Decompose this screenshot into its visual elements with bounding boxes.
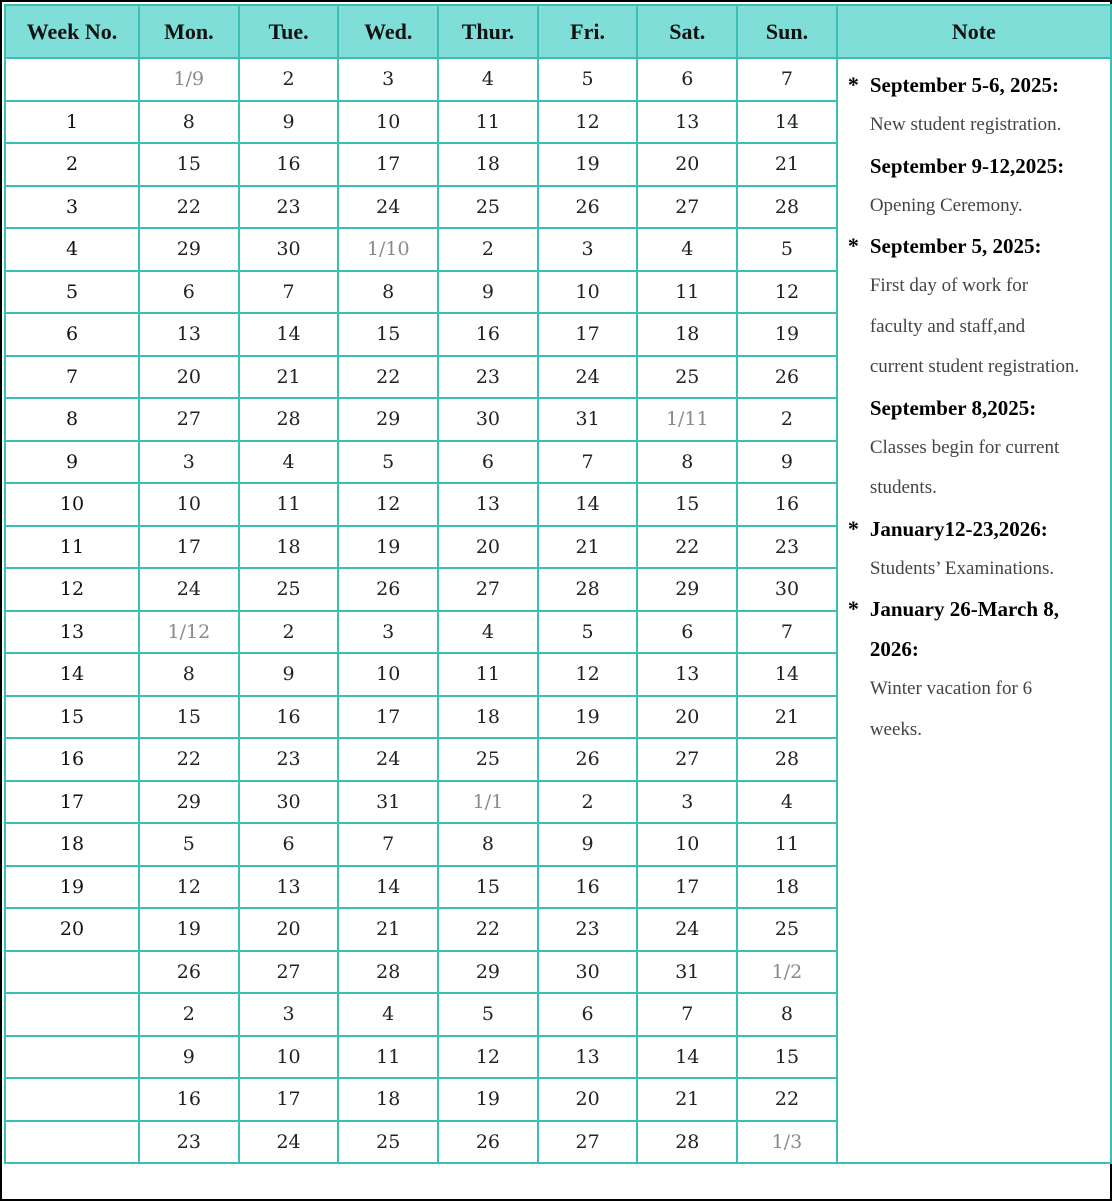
week-number-cell: 13	[5, 611, 139, 654]
date-cell: 21	[737, 696, 837, 739]
date-cell: 9	[239, 101, 339, 144]
date-cell: 3	[637, 781, 737, 824]
date-cell: 17	[239, 1078, 339, 1121]
week-number-cell	[5, 58, 139, 101]
date-cell: 16	[737, 483, 837, 526]
date-cell: 5	[538, 58, 638, 101]
date-cell: 20	[438, 526, 538, 569]
week-number-cell: 10	[5, 483, 139, 526]
week-number-cell	[5, 1121, 139, 1164]
date-cell: 14	[737, 101, 837, 144]
date-cell: 6	[438, 441, 538, 484]
date-cell: 21	[737, 143, 837, 186]
date-cell: 19	[338, 526, 438, 569]
date-cell: 3	[239, 993, 339, 1036]
date-cell: 24	[139, 568, 239, 611]
date-cell: 11	[239, 483, 339, 526]
date-cell: 24	[637, 908, 737, 951]
date-cell: 10	[139, 483, 239, 526]
date-cell: 15	[338, 313, 438, 356]
date-cell: 30	[737, 568, 837, 611]
date-cell: 5	[338, 441, 438, 484]
date-cell: 5	[438, 993, 538, 1036]
date-cell: 16	[239, 696, 339, 739]
note-heading-text: September 9-12,2025:	[869, 153, 1065, 178]
note-item	[848, 509, 1100, 590]
date-cell: 28	[637, 1121, 737, 1164]
date-cell: 3	[538, 228, 638, 271]
date-cell: 9	[438, 271, 538, 314]
date-cell: 25	[737, 908, 837, 951]
note-heading-text: September 5, 2025:	[869, 234, 1042, 258]
date-cell: 25	[438, 738, 538, 781]
date-cell: 24	[239, 1121, 339, 1164]
date-cell: 1/11	[637, 398, 737, 441]
date-cell: 11	[637, 271, 737, 314]
date-cell: 14	[737, 653, 837, 696]
asterisk-icon: *	[847, 596, 859, 621]
note-body-line: faculty and staff,and	[869, 315, 1026, 337]
date-cell: 22	[139, 186, 239, 229]
date-cell: 15	[139, 696, 239, 739]
note-body-line: New student registration.	[869, 114, 1062, 135]
note-body-line: weeks.	[869, 718, 923, 740]
date-cell: 2	[737, 398, 837, 441]
header-thu: Thur.	[438, 5, 538, 58]
week-number-cell: 2	[5, 143, 139, 186]
date-cell: 20	[139, 356, 239, 399]
week-number-cell: 12	[5, 568, 139, 611]
week-number-cell: 1	[5, 101, 139, 144]
header-fri: Fri.	[538, 5, 638, 58]
header-sun: Sun.	[737, 5, 837, 58]
date-cell: 4	[438, 611, 538, 654]
date-cell: 26	[338, 568, 438, 611]
date-cell: 25	[338, 1121, 438, 1164]
date-cell: 22	[737, 1078, 837, 1121]
date-cell: 29	[139, 228, 239, 271]
date-cell: 7	[737, 611, 837, 654]
date-cell: 12	[438, 1036, 538, 1079]
date-cell: 23	[438, 356, 538, 399]
week-number-cell: 14	[5, 653, 139, 696]
date-cell: 24	[538, 356, 638, 399]
date-cell: 22	[338, 356, 438, 399]
date-cell: 4	[239, 441, 339, 484]
date-cell: 30	[538, 951, 638, 994]
note-body-line: Opening Ceremony.	[869, 194, 1023, 216]
note-item	[848, 388, 1100, 509]
date-cell: 20	[637, 696, 737, 739]
date-cell: 16	[139, 1078, 239, 1121]
date-cell: 9	[139, 1036, 239, 1079]
date-cell: 19	[737, 313, 837, 356]
week-number-cell: 19	[5, 866, 139, 909]
date-cell: 8	[438, 823, 538, 866]
date-cell: 7	[239, 271, 339, 314]
date-cell: 25	[637, 356, 737, 399]
date-cell: 17	[338, 696, 438, 739]
date-cell: 1/2	[737, 951, 837, 994]
date-cell: 28	[538, 568, 638, 611]
date-cell: 11	[438, 101, 538, 144]
date-cell: 2	[239, 58, 339, 101]
note-item	[848, 65, 1100, 146]
week-number-cell: 6	[5, 313, 139, 356]
date-cell: 6	[239, 823, 339, 866]
date-cell: 15	[438, 866, 538, 909]
date-cell: 27	[637, 738, 737, 781]
date-cell: 12	[338, 483, 438, 526]
date-cell: 9	[538, 823, 638, 866]
date-cell: 15	[139, 143, 239, 186]
note-heading	[848, 509, 1100, 549]
date-cell: 11	[438, 653, 538, 696]
date-cell: 3	[338, 58, 438, 101]
note-body-line: students.	[869, 477, 937, 498]
week-number-cell	[5, 1036, 139, 1079]
date-cell: 28	[239, 398, 339, 441]
date-cell: 23	[737, 526, 837, 569]
date-cell: 1/9	[139, 58, 239, 101]
date-cell: 17	[139, 526, 239, 569]
date-cell: 13	[637, 101, 737, 144]
date-cell: 18	[338, 1078, 438, 1121]
date-cell: 20	[239, 908, 339, 951]
date-cell: 27	[239, 951, 339, 994]
date-cell: 14	[239, 313, 339, 356]
date-cell: 20	[538, 1078, 638, 1121]
date-cell: 14	[637, 1036, 737, 1079]
date-cell: 14	[338, 866, 438, 909]
date-cell: 8	[139, 653, 239, 696]
date-cell: 10	[538, 271, 638, 314]
date-cell: 30	[239, 781, 339, 824]
date-cell: 13	[637, 653, 737, 696]
note-heading-text: January12-23,2026:	[869, 516, 1048, 541]
date-cell: 7	[737, 58, 837, 101]
date-cell: 7	[338, 823, 438, 866]
date-cell: 7	[538, 441, 638, 484]
date-cell: 5	[139, 823, 239, 866]
note-body-line: Students’ Examinations.	[869, 557, 1055, 579]
date-cell: 15	[737, 1036, 837, 1079]
note-body-line: Winter vacation for 6	[869, 678, 1033, 699]
date-cell: 18	[438, 696, 538, 739]
date-cell: 28	[737, 738, 837, 781]
date-cell: 19	[438, 1078, 538, 1121]
date-cell: 2	[139, 993, 239, 1036]
date-cell: 17	[637, 866, 737, 909]
note-heading	[848, 589, 1100, 629]
date-cell: 13	[438, 483, 538, 526]
date-cell: 12	[538, 653, 638, 696]
date-cell: 18	[239, 526, 339, 569]
date-cell: 24	[338, 186, 438, 229]
calendar-body	[5, 58, 1111, 1163]
date-cell: 6	[538, 993, 638, 1036]
date-cell: 1/1	[438, 781, 538, 824]
date-cell: 22	[139, 738, 239, 781]
week-number-cell: 8	[5, 398, 139, 441]
date-cell: 30	[239, 228, 339, 271]
note-heading-text: September 8,2025:	[869, 395, 1037, 420]
date-cell: 12	[538, 101, 638, 144]
week-number-cell	[5, 993, 139, 1036]
date-cell: 8	[338, 271, 438, 314]
date-cell: 26	[538, 738, 638, 781]
date-cell: 23	[239, 186, 339, 229]
note-heading-continued	[848, 629, 1100, 669]
date-cell: 13	[538, 1036, 638, 1079]
date-cell: 31	[538, 398, 638, 441]
week-number-cell: 18	[5, 823, 139, 866]
date-cell: 13	[239, 866, 339, 909]
note-body-line: Classes begin for current	[869, 436, 1060, 458]
date-cell: 6	[637, 58, 737, 101]
date-cell: 12	[737, 271, 837, 314]
date-cell: 11	[338, 1036, 438, 1079]
date-cell: 26	[139, 951, 239, 994]
table-row	[5, 58, 1111, 101]
date-cell: 14	[538, 483, 638, 526]
date-cell: 19	[538, 696, 638, 739]
date-cell: 29	[438, 951, 538, 994]
date-cell: 21	[239, 356, 339, 399]
date-cell: 1/12	[139, 611, 239, 654]
header-week-no: Week No.	[5, 5, 139, 58]
date-cell: 2	[239, 611, 339, 654]
date-cell: 28	[737, 186, 837, 229]
date-cell: 18	[637, 313, 737, 356]
note-heading	[848, 146, 1100, 186]
date-cell: 15	[637, 483, 737, 526]
week-number-cell: 17	[5, 781, 139, 824]
date-cell: 13	[139, 313, 239, 356]
date-cell: 23	[139, 1121, 239, 1164]
date-cell: 26	[538, 186, 638, 229]
date-cell: 1/3	[737, 1121, 837, 1164]
header-note: Note	[837, 5, 1111, 58]
note-item	[848, 146, 1100, 227]
date-cell: 31	[637, 951, 737, 994]
date-cell: 27	[139, 398, 239, 441]
week-number-cell: 7	[5, 356, 139, 399]
date-cell: 27	[438, 568, 538, 611]
date-cell: 21	[538, 526, 638, 569]
note-heading-text: 2026:	[869, 637, 919, 661]
week-number-cell: 20	[5, 908, 139, 951]
date-cell: 7	[637, 993, 737, 1036]
header-row	[5, 5, 1111, 58]
date-cell: 2	[438, 228, 538, 271]
week-number-cell: 16	[5, 738, 139, 781]
note-body-line: First day of work for	[869, 275, 1029, 296]
date-cell: 4	[637, 228, 737, 271]
date-cell: 19	[538, 143, 638, 186]
note-heading	[848, 388, 1100, 428]
date-cell: 5	[737, 228, 837, 271]
date-cell: 4	[438, 58, 538, 101]
date-cell: 27	[538, 1121, 638, 1164]
date-cell: 3	[338, 611, 438, 654]
date-cell: 16	[239, 143, 339, 186]
date-cell: 22	[438, 908, 538, 951]
date-cell: 9	[239, 653, 339, 696]
date-cell: 1/10	[338, 228, 438, 271]
date-cell: 30	[438, 398, 538, 441]
note-heading	[848, 65, 1100, 105]
date-cell: 16	[538, 866, 638, 909]
asterisk-icon: *	[847, 72, 859, 97]
note-heading-text: January 26-March 8,	[869, 597, 1059, 621]
header-sat: Sat.	[637, 5, 737, 58]
date-cell: 24	[338, 738, 438, 781]
date-cell: 8	[637, 441, 737, 484]
week-number-cell: 9	[5, 441, 139, 484]
date-cell: 10	[338, 101, 438, 144]
week-number-cell: 11	[5, 526, 139, 569]
date-cell: 8	[737, 993, 837, 1036]
date-cell: 25	[438, 186, 538, 229]
date-cell: 17	[538, 313, 638, 356]
asterisk-icon: *	[847, 515, 859, 541]
date-cell: 29	[338, 398, 438, 441]
date-cell: 2	[538, 781, 638, 824]
date-cell: 22	[637, 526, 737, 569]
asterisk-icon: *	[847, 233, 859, 258]
date-cell: 10	[637, 823, 737, 866]
note-item	[848, 589, 1100, 750]
date-cell: 16	[438, 313, 538, 356]
date-cell: 29	[139, 781, 239, 824]
date-cell: 17	[338, 143, 438, 186]
date-cell: 23	[538, 908, 638, 951]
date-cell: 11	[737, 823, 837, 866]
date-cell: 21	[338, 908, 438, 951]
date-cell: 19	[139, 908, 239, 951]
date-cell: 23	[239, 738, 339, 781]
date-cell: 9	[737, 441, 837, 484]
date-cell: 31	[338, 781, 438, 824]
date-cell: 18	[737, 866, 837, 909]
date-cell: 12	[139, 866, 239, 909]
date-cell: 25	[239, 568, 339, 611]
week-number-cell: 5	[5, 271, 139, 314]
date-cell: 27	[637, 186, 737, 229]
date-cell: 8	[139, 101, 239, 144]
date-cell: 4	[338, 993, 438, 1036]
note-item	[848, 226, 1100, 388]
date-cell: 10	[338, 653, 438, 696]
date-cell: 6	[637, 611, 737, 654]
date-cell: 29	[637, 568, 737, 611]
date-cell: 28	[338, 951, 438, 994]
header-wed: Wed.	[338, 5, 438, 58]
date-cell: 3	[139, 441, 239, 484]
academic-calendar-table	[4, 4, 1112, 1164]
week-number-cell: 15	[5, 696, 139, 739]
date-cell: 26	[737, 356, 837, 399]
week-number-cell	[5, 1078, 139, 1121]
date-cell: 18	[438, 143, 538, 186]
week-number-cell: 3	[5, 186, 139, 229]
date-cell: 21	[637, 1078, 737, 1121]
note-heading	[848, 226, 1100, 266]
date-cell: 26	[438, 1121, 538, 1164]
date-cell: 5	[538, 611, 638, 654]
date-cell: 4	[737, 781, 837, 824]
header-tue: Tue.	[239, 5, 339, 58]
date-cell: 6	[139, 271, 239, 314]
notes-panel	[837, 58, 1111, 1163]
date-cell: 20	[637, 143, 737, 186]
date-cell: 10	[239, 1036, 339, 1079]
note-heading-text: September 5-6, 2025:	[869, 73, 1059, 97]
note-body-line: current student registration.	[869, 356, 1080, 377]
week-number-cell: 4	[5, 228, 139, 271]
week-number-cell	[5, 951, 139, 994]
header-mon: Mon.	[139, 5, 239, 58]
